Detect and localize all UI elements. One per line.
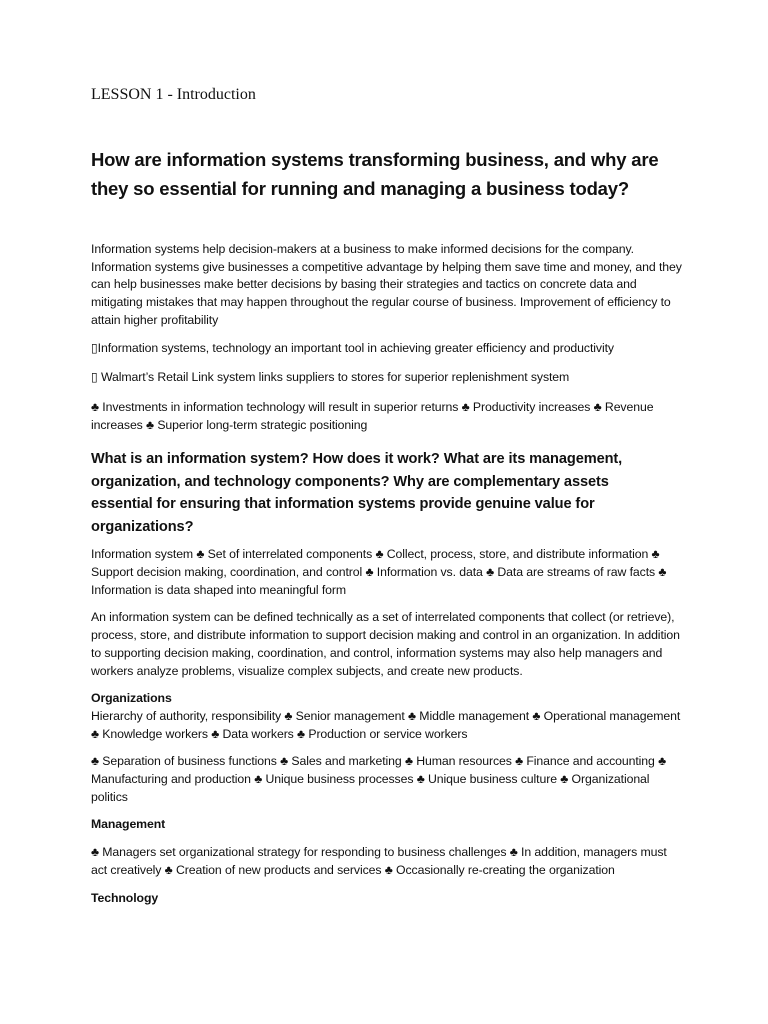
organizations-label: Organizations (91, 691, 172, 706)
information-system-paragraph: Information system ♣ Set of interrelated components ♣ Collect, process, store, and distribute information ♣ Support decision making, coordination, and control ♣ Information vs. data ♣ Data are streams of raw facts ♣ Information is data shaped into meaningful form (91, 547, 667, 597)
definition-paragraph: An information system can be defined technically as a set of interrelated components that collect (or retrieve), process, store, and distribute information to support decision making and control in an organization. In addition to supporting decision making, coordination, and control, information systems may also help managers and workers analyze problems, visualize complex subjects, and create new products. (91, 610, 680, 678)
secondary-heading: What is an information system? How does it work? What are its management, organization, and technology components? Why are complementary assets essential for ensuring that information systems provide genuine value for organizations? (91, 451, 623, 535)
bullet-walmart: ▯ Walmart’s Retail Link system links suppliers to stores for superior replenishment system (91, 370, 570, 385)
document-body (91, 241, 683, 917)
organizations-hierarchy: Hierarchy of authority, responsibility ♣ Senior management ♣ Middle management ♣ Operational management ♣ Knowledge workers ♣ Data workers ♣ Production or service workers (91, 708, 681, 741)
organizations-functions: ♣ Separation of business functions ♣ Sales and marketing ♣ Human resources ♣ Finance and accounting ♣ Manufacturing and production ♣ Unique business processes ♣ Unique business culture ♣ Organizational politics (91, 754, 667, 804)
bullet-efficiency: ▯Information systems, technology an important tool in achieving greater efficiency and productivity (91, 340, 614, 355)
organizations-section (91, 690, 683, 743)
main-heading: How are information systems transforming business, and why are they so essential for running and managing a business today? (91, 149, 659, 199)
lesson-title: LESSON 1 - Introduction (91, 86, 256, 103)
bullet-investments: ♣ Investments in information technology will result in superior returns ♣ Productivity increases ♣ Revenue increases ♣ Superior long-term strategic positioning (91, 399, 654, 432)
technology-label: Technology (91, 890, 159, 905)
management-text: ♣ Managers set organizational strategy for responding to business challenges ♣ In addition, managers must act creatively ♣ Creation of new products and services ♣ Occasionally re-creating the organization (91, 845, 667, 877)
intro-paragraph: Information systems help decision-makers at a business to make informed decisions for the company. Information systems give businesses a competitive advantage by helping them save time and money, and they can help businesses make better decisions by basing their strategies and tactics on concrete data and mitigating mistakes that may happen throughout the regular course of business. Improvement of efficiency to attain higher profitability (91, 242, 682, 327)
management-label: Management (91, 817, 166, 832)
